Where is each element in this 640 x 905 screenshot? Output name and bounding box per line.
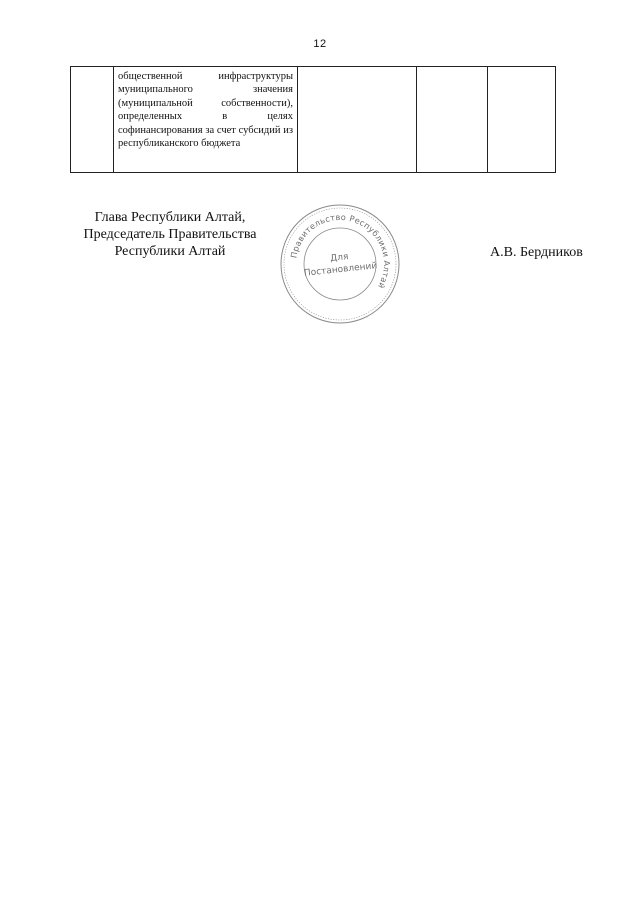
description-line: муниципального значения [118,84,293,96]
table-cell-col3 [298,67,417,173]
seal-center-line2: Постановлений [303,261,378,279]
signatory-name: А.В. Бердников [490,245,583,260]
seal-outer-ring [281,205,399,323]
table-row [71,67,556,173]
page-number: 12 [313,38,327,50]
seal-ring-text: Правительство Республики Алтай [288,211,393,291]
seal-graphic [278,202,402,326]
description-line: (муниципальной собственности), [118,97,293,109]
signatory-title-line3: Республики Алтай [114,244,226,259]
table-cell-col4 [417,67,488,173]
description-line: определенных в целях [118,111,293,123]
signatory-title-line1: Глава Республики Алтай, [94,210,246,225]
seal-dotted-ring [284,208,396,320]
description-line: общественной инфраструктуры [118,71,293,82]
description-line: субсидий из республиканского [118,124,294,150]
official-seal [278,202,402,326]
description-line: бюджета [201,138,241,150]
continuation-table [70,66,556,173]
table-cell-number [71,67,114,173]
signatory-title-line2: Председатель Правительства [83,227,257,242]
table-cell-col5 [488,67,556,173]
description-line: софинансирования за счет [118,124,236,136]
table-cell-description [114,67,298,173]
seal-center-line1: Для [329,252,349,264]
description-text [118,70,293,150]
signatory-title [60,209,280,260]
